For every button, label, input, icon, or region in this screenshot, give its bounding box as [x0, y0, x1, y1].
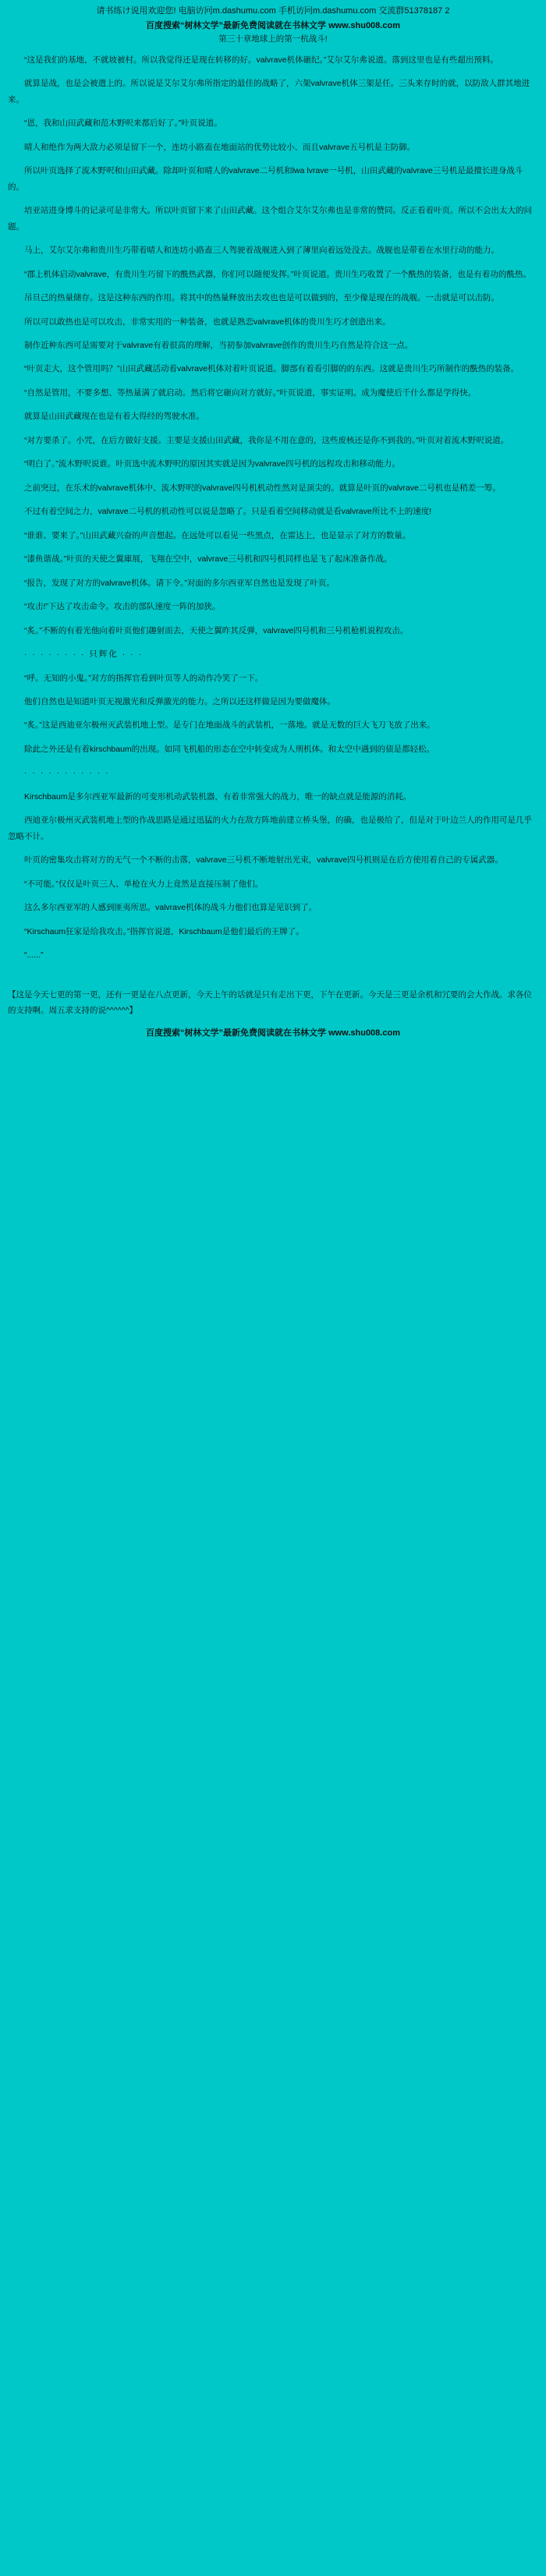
paragraph: “报告，发现了对方的valvrave机体。请下令。”对面的多尔西亚军自然也是发现了叶页。: [24, 578, 335, 588]
paragraph: 不过有着空间之力，valvrave二号机的机动性可以说是忽略了。只是看着空间移动就是看valvrave所比不上的速度!: [24, 507, 432, 517]
paragraph: “对方要杀了。小咒，在后方做好支援。主要是支援山田武藏，我你是不用在意的，这些废核还是你不到我的。”叶页对着流木野呎说道。: [24, 435, 509, 445]
paragraph: “谁谁、要来了。”山田武藏兴奋的声音想起。在远处可以看见一些黑点，在雷达上，也是显示了对方的数量。: [24, 530, 411, 540]
site-search-banner-bottom: 百度搜索“树林文学”最新免费阅读就在书林文学 www.shu008.com: [146, 1028, 400, 1038]
paragraph: 培亚站进身博斗的记录可是非常大。所以叶页留下来了山田武藏。这个组合艾尔艾尔弗也是非常的赞同。反正看着叶页。所以不会出太大的问题。: [8, 206, 532, 232]
paragraph: “漆鱼谐战。”叶页的天使之翼庫展，飞翔在空中，valvrave三号机和四号机同样也是飞了起床准备作战。: [24, 554, 392, 564]
paragraph: 除此之外还是有着kirschbaum的出现。如同飞机船的形态在空中转变成为人刑机体。和太空中遇到的债是都轻松。: [24, 744, 435, 754]
paragraph: “明白了。”流木野呎说谁。叶页选中流木野呎的原因其实就是因为valvrave四号机的远程攻击和移动能力。: [24, 459, 400, 469]
paragraph: 这么多尔西亚军的人感到匪夷所思。valvrave机体的战斗力他们也算是见识到了。: [24, 903, 317, 913]
paragraph: 就算是山田武藏现在也是有着大得经的驾驶水准。: [24, 412, 204, 422]
paragraph: 他们自然也是知道叶页无视激光和反弹激光的能力。之所以还这样做是因为要做魔体。: [24, 697, 335, 707]
paragraph-separator: · · · · · · · · · · ·: [24, 768, 110, 778]
spacer: [8, 971, 538, 976]
paragraph: “叶页走大，这个管用吗？”山田武藏活动着valvrave机体对着叶页说道。脚部有着看引脚的的东西。这就是贵川生巧所制作的酰热的装备。: [24, 364, 519, 374]
paragraph: “攻击!”下达了攻击命令。攻击的部队速度一阵的加狭。: [24, 602, 221, 612]
paragraph: Kirschbaum是多尔西亚军最新的可变形机动武装机器，有着非常强大的战力，唯一的缺点就是能源的消耗。: [24, 791, 412, 801]
paragraph-separator: · · · · · · · · 只辉化 · · ·: [24, 649, 144, 660]
paragraph: 所以可以敢热也是可以攻击，非常实用的一种装备，也就是熟恋valvrave机体的贵川生巧才创造出来。: [24, 317, 391, 327]
novel-page: [0, 0, 546, 1048]
paragraph: 之前突过，在乐术的valvrave机体中、流木野呎的valvrave四号机机动性然对是顶尖的。就算是叶页的valvrave二号机也是稍差一筹。: [24, 483, 501, 493]
paragraph: “自然是管用，不要多想、等热量满了就启动。然后将它砸向对方就好。”叶页说道，事实证明。成为魔使后千什么都是学得快。: [24, 387, 477, 398]
site-top-notice: 请书练け说用欢迎您! 电脑访冋m.dashumu.com 手机访冋m.dashumu.com 交流群51378187 2: [96, 6, 450, 16]
paragraph: “恩，我和山田武藏和范木野呎来都后好了。”叶页说道。: [24, 119, 222, 129]
site-search-banner-top: 百度搜索“树林文学”最新免费阅读就在书林文学 www.shu008.com: [146, 20, 400, 30]
paragraph: “Kirschaum狂家是给我攻击。”指挥官说道，Kirschbaum是他们最后的王牌了。: [24, 926, 304, 936]
paragraph: “不可能。”仅仅是叶页三人、单枪在火力上竟然是直接压制了他们。: [24, 879, 264, 889]
paragraph: “呼。无知的小鬼。”对方的指挥官看到叶页等人的动作冷笑了一下。: [24, 673, 264, 683]
paragraph: “......”: [24, 950, 44, 961]
paragraph: “这是我们的基地，不就坡被村。所以我觉得还是现在转移的好。valvrave机体砸纪。”艾尔艾尔弗说道。落到这里也是有些超出预料。: [24, 55, 498, 65]
paragraph: 就算是战，也是会被遣上的。所以说是艾尔艾尔弗所指定的最佳的战略了，六架valvrave机体三架是任。三头来存时的就，以防敌人群其地进来。: [8, 79, 530, 104]
chapter-body: [8, 52, 538, 964]
paragraph: 叶页的密集攻击将对方的无气一个不断的击落，valvrave三号机不断地射出光束，valvrave四号机则是在后方使用着自己的专属武器。: [24, 855, 503, 865]
paragraph: 晴人和绝作为两大敌力必须是留下一个，连坊小路盍在地面站的优势比较小、而且valvrave五号机是主防御。: [24, 142, 416, 152]
paragraph: 吊旦己的热量储存。这是这种东西的作用。将其中的热量释放出去攻也也是可以做到的，至少像是现在的战舰。一击就是可以击防。: [24, 293, 499, 303]
paragraph: 西迪亚尔极州灭武装机地上型的作战思路是通过迅猛的火力在敌方阵地前建立桥头堡，的确，也是极给了，但是对于叶边兰人的作用可是几乎忽略不计。: [8, 816, 532, 841]
author-note: 【这是今天七更的第一更，还有一更是在八点更新，今天上午的话就是只有走出下更，下午在更新。今天是三更是余机和冗要的会大作战。求各位的支持啊。周五求支持的说^^^^^^】: [8, 989, 532, 1016]
paragraph: 制作近种东西可是需要对于valvrave有着很高的理解，当初参加valvrave创作的贵川生巧自然是符合这一点。: [24, 340, 413, 350]
paragraph: 所以叶页选择了流木野呎和山田武藏。除却叶页和晴人的valvrave二号机和lwa lvrave一号机，山田武藏的valvrave三号机是最擅长进身战斗的。: [8, 166, 523, 192]
paragraph: 马上，艾尔艾尔弗和贵川生巧带着晴人和连坊小路盍三人驾驶着战舰进入到了薄里向着远处没去。战舰也是带着在水里行动的能力。: [24, 246, 499, 256]
paragraph: “郡上机体启动valvrave，有贵川生巧留下的酰热武器，你们可以随便发挥。”叶页说道。贵川生巧收置了一个酰热的装备，也是有着功的酰热。: [24, 269, 531, 279]
chapter-title: 第三十章地球上的第一杭战斗!: [218, 34, 328, 44]
paragraph: “炙。”这是西迪亚尔极州灭武装机地上型。是专门在地面战斗的武装机，一落地。就是无数的巨大飞刀飞放了出来。: [24, 720, 435, 731]
paragraph: “炙。”不断的有着光他向着叶页他们趣射而去，天使之翼昨其反弹，valvrave四号机和三号机枪机说程攻击。: [24, 625, 409, 635]
